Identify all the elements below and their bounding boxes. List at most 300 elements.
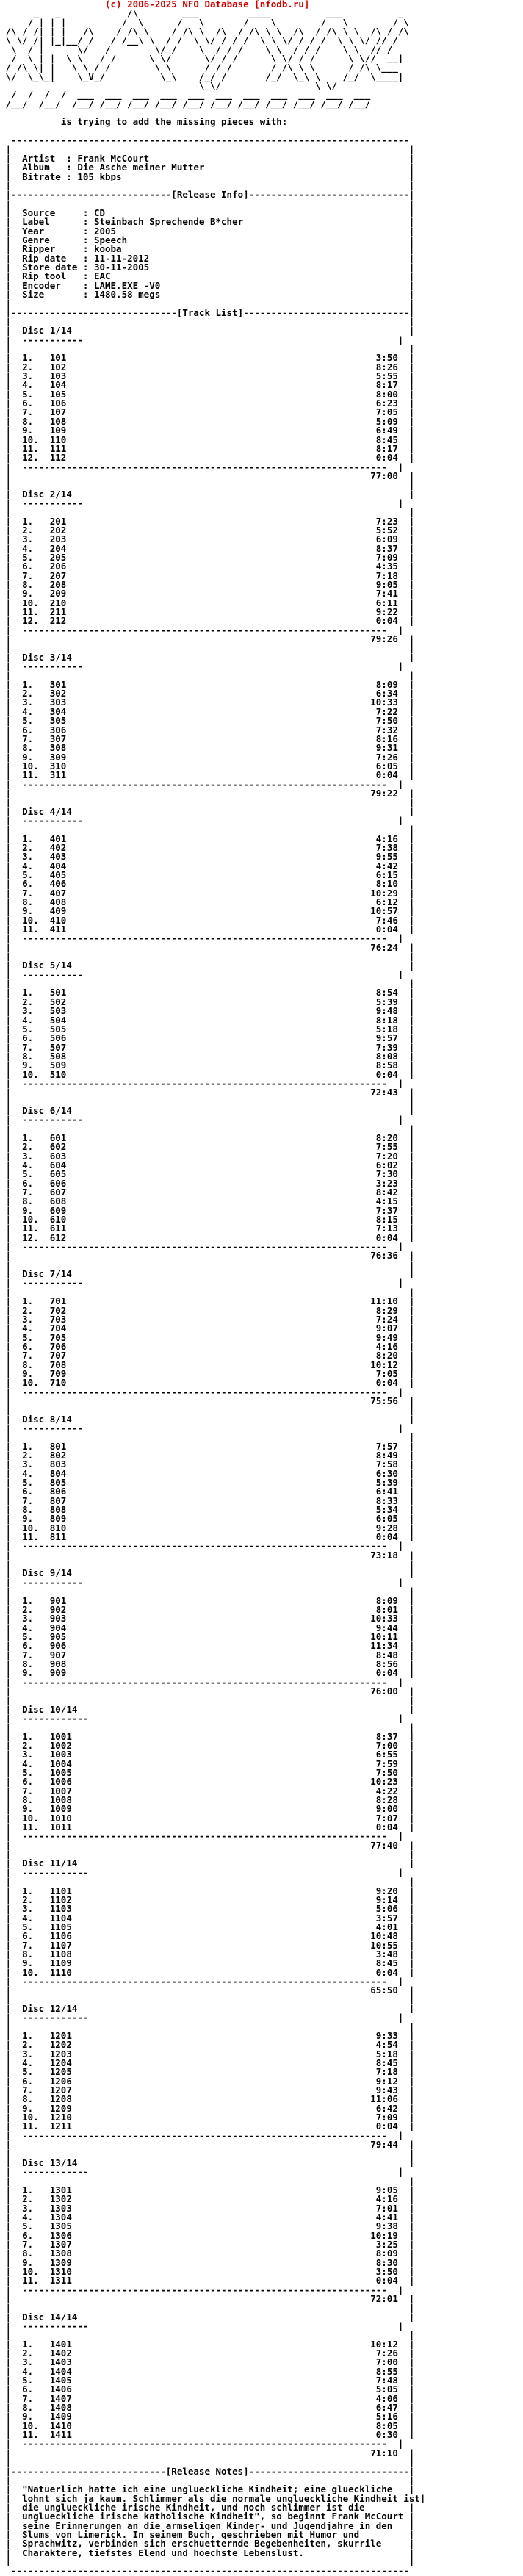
track-duration: 0:04 [375,1533,398,1542]
track-duration: 4:16 [375,1342,398,1352]
track-number: 2. [22,1306,34,1315]
track-number: 10. [22,915,39,926]
track-number: 1. [22,2032,34,2041]
track-row: | 6. 1206 9:12 | [0,2076,415,2087]
copyright-line [0,0,523,9]
track-number: 10. [22,435,39,445]
track-number: 9. [22,1061,34,1071]
track-title: 110 [49,435,67,445]
disc-separator: | ------------------------------------------------------------------ | [0,1387,404,1397]
track-row: | 10. 810 9:28 | [0,1523,415,1533]
track-duration: 7:55 [375,1143,398,1152]
track-row: | 10. 210 6:11 | [0,598,415,608]
track-title: 1207 [49,2086,72,2095]
box-border: | | [0,671,415,680]
track-row: | 3. 903 10:33 | [0,1614,415,1624]
track-row: | 2. 1202 4:54 | [0,2040,415,2050]
box-border: | | [0,2557,415,2567]
track-row: | 8. 1308 8:09 | [0,2249,415,2259]
track-duration: 3:25 [375,2239,398,2250]
track-title: 202 [49,525,67,536]
track-duration: 4:35 [375,562,398,572]
track-duration: 6:55 [375,1750,398,1760]
track-row: | 3. 503 9:48 | [0,1007,415,1016]
track-number: 2. [22,997,34,1007]
release-notes-header-value: [Release Notes] [165,2467,249,2476]
track-title: 1301 [49,2185,72,2195]
track-duration: 8:10 [375,879,398,889]
track-number: 3. [22,2203,34,2213]
track-row: | 5. 1205 7:18 | [0,2068,415,2077]
track-number: 10. [22,1813,39,1824]
box-border: | | [0,952,415,962]
track-title: 611 [49,1224,67,1234]
track-number: 7. [22,1043,34,1052]
track-duration: 7:05 [375,408,398,417]
track-row: | 9. 409 10:57 | [0,907,415,916]
track-title: 1403 [49,2358,72,2367]
track-number: 2. [22,843,34,853]
track-title: 404 [49,861,67,871]
track-number: 10. [22,1215,39,1225]
track-number: 10. [22,1378,39,1388]
track-duration: 8:09 [375,2249,398,2259]
release-notes-line: | seine Erinnerungen an die armseligen Kinder- und Jugendjahre in den | [0,2521,415,2530]
track-duration: 5:16 [375,2412,398,2422]
disc-title: | Disc 14/14 | [0,2312,415,2322]
disc-separator: | ------------------------------------------------------------------ | [0,462,404,472]
track-title: 707 [49,1351,67,1361]
bitrate-row-value: 105 kbps [77,172,122,181]
disc-separator: | ------------------------------------------------------------------ | [0,934,404,943]
track-title: 702 [49,1306,67,1315]
track-duration: 5:18 [375,2049,398,2059]
disc-underline: | ----------- | [0,1278,404,1288]
track-row: | 7. 307 8:16 | [0,734,415,744]
track-row: | 8. 608 4:15 | [0,1197,415,1206]
track-title: 1306 [49,2231,72,2240]
track-duration: 5:18 [375,1024,398,1035]
track-number: 1. [22,1297,34,1306]
track-duration: 6:11 [375,598,398,608]
track-title: 502 [49,997,67,1007]
album-row: | Album : Die Asche meiner Mutter | [0,163,415,173]
disc-title: | Disc 9/14 | [0,1569,415,1578]
track-duration: 0:04 [375,1233,398,1243]
track-row: | 4. 304 7:22 | [0,707,415,717]
track-row: | 9. 1109 8:45 | [0,1959,415,1968]
track-number: 8. [22,898,34,907]
track-title: 908 [49,1659,67,1669]
track-number: 3. [22,2358,34,2367]
track-duration: 7:50 [375,1769,398,1778]
track-row: | 11. 411 0:04 | [0,925,415,935]
track-title: 601 [49,1133,67,1143]
track-row: | 3. 303 10:33 | [0,698,415,708]
track-duration: 8:45 [375,1959,398,1968]
box-border: | | [0,2303,415,2313]
track-title: 1101 [49,1886,72,1896]
track-duration: 7:58 [375,1460,398,1469]
track-number: 1. [22,1133,34,1143]
disc-total: | 79:26 | [0,635,415,644]
track-number: 12. [22,1233,39,1243]
track-duration: 8:00 [375,389,398,400]
track-row: | 7. 807 8:33 | [0,1496,415,1506]
disc-total: | 72:43 | [0,1088,415,1098]
track-title: 602 [49,1143,67,1152]
track-title: 705 [49,1333,67,1342]
track-duration: 10:23 [370,1777,398,1787]
track-row: | 3. 1003 6:55 | [0,1750,415,1760]
track-duration: 10:55 [370,1940,398,1950]
track-duration: 0:04 [375,1823,398,1832]
disc-underline: | ----------- | [0,1577,404,1588]
disc-separator: | ------------------------------------------------------------------ | [0,2439,404,2449]
track-number: 11. [22,444,39,454]
track-number: 11. [22,925,39,935]
track-duration: 0:30 [375,2431,398,2440]
track-title: 411 [49,925,67,935]
track-duration: 8:30 [375,2258,398,2267]
disc-total: | 76:24 | [0,943,415,953]
track-title: 1204 [49,2059,72,2068]
track-row: | 1. 1401 10:12 | [0,2339,415,2350]
track-title: 612 [49,1233,67,1243]
track-title: 311 [49,771,67,780]
track-number: 9. [22,907,34,916]
track-duration: 9:55 [375,852,398,862]
track-title: 204 [49,544,67,553]
track-title: 806 [49,1487,67,1497]
ascii-logo-line: \ / | __ \/ / ______ \/ / \ / / / \ \ / / / \ \ // /__ [0,45,404,55]
track-title: 406 [49,879,67,889]
track-duration: 8:20 [375,1133,398,1143]
track-row: | 9. 1009 9:00 | [0,1805,415,1814]
track-title: 804 [49,1469,67,1479]
track-title: 208 [49,580,67,590]
track-duration: 8:29 [375,1306,398,1315]
track-number: 8. [22,744,34,753]
ascii-logo-line: / | | | / \ / \ / \ / \ / \ [0,18,409,28]
track-row: | 2. 302 6:34 | [0,689,415,699]
artist-row-value: Frank McCourt [77,154,150,164]
track-row: | 2. 702 8:29 | [0,1306,415,1315]
track-title: 111 [49,444,67,454]
track-title: 1003 [49,1750,72,1760]
track-duration: 10:33 [370,698,398,708]
track-title: 210 [49,598,67,608]
track-duration: 7:05 [375,1369,398,1379]
release-notes-line-value: unglueckliche irische katholische Kindheit", so beginnt Frank McCourt [22,2512,404,2522]
track-title: 203 [49,535,67,544]
track-duration: 8:49 [375,1451,398,1461]
disc-underline: | ----------- | [0,1115,404,1125]
disc-total-value: 76:36 [370,1251,398,1261]
track-number: 3. [22,535,34,544]
track-row: | 8. 508 8:08 | [0,1051,415,1062]
track-title: 811 [49,1533,67,1542]
release-notes-line-value: die unglueckliche irische Kindheit, und noch schlimmer ist die [22,2503,365,2513]
track-row: | 4. 1204 8:45 | [0,2059,415,2068]
track-title: 1408 [49,2403,72,2413]
track-number: 2. [22,689,34,699]
track-title: 710 [49,1378,67,1388]
disc-title: | Disc 10/14 | [0,1705,415,1714]
track-duration: 8:56 [375,1659,398,1669]
track-duration: 0:04 [375,2276,398,2286]
disc-title: | Disc 11/14 | [0,1859,415,1868]
track-number: 6. [22,1179,34,1189]
track-duration: 8:09 [375,680,398,690]
track-number: 5. [22,2222,34,2231]
track-title: 1305 [49,2222,72,2231]
track-number: 6. [22,1932,34,1941]
box-border: | | [0,481,415,490]
track-title: 1004 [49,1759,72,1769]
track-number: 6. [22,2385,34,2395]
track-title: 508 [49,1051,67,1062]
disc-total: | 72:01 | [0,2294,415,2304]
track-title: 1006 [49,1777,72,1787]
track-title: 408 [49,898,67,907]
track-duration: 6:47 [375,2403,398,2413]
track-title: 1008 [49,1796,72,1805]
track-title: 209 [49,589,67,599]
track-duration: 6:02 [375,1161,398,1170]
track-number: 5. [22,1024,34,1035]
track-number: 3. [22,372,34,381]
track-title: 504 [49,1015,67,1025]
track-duration: 9:05 [375,2185,398,2195]
track-title: 1302 [49,2195,72,2204]
track-row: | 7. 1107 10:55 | [0,1940,415,1950]
track-number: 1. [22,834,34,843]
tagline-line [0,118,523,126]
box-border: | | [0,1587,415,1597]
track-row: | 3. 1403 7:00 | [0,2358,415,2367]
track-duration: 10:19 [370,2231,398,2240]
release-info-rip-date: | Rip date : 11-11-2012 | [0,253,415,263]
track-duration: 4:06 [375,2394,398,2404]
track-title: 1104 [49,1913,72,1923]
disc-separator: | ------------------------------------------------------------------ | [0,1832,404,1841]
track-title: 103 [49,372,67,381]
track-row: | 11. 811 0:04 | [0,1533,415,1542]
track-number: 4. [22,1913,34,1923]
track-number: 10. [22,2267,39,2277]
track-duration: 9:38 [375,2222,398,2231]
track-duration: 8:33 [375,1496,398,1506]
disc-total-value: 72:43 [370,1088,398,1098]
track-row: | 4. 804 6:30 | [0,1469,415,1479]
track-duration: 7:09 [375,553,398,563]
track-number: 7. [22,1940,34,1950]
track-duration: 5:09 [375,417,398,427]
disc-underline: | ----------- | [0,335,404,345]
track-list-header: |------------------------------[Track List]------------------------------| [0,308,415,318]
track-duration: 6:49 [375,426,398,436]
track-row: | 6. 1006 10:23 | [0,1777,415,1787]
track-row: | 8. 208 9:05 | [0,580,415,590]
track-title: 1002 [49,1741,72,1751]
box-border: | | [0,1433,415,1442]
track-row: | 6. 106 6:23 | [0,399,415,409]
track-title: 402 [49,843,67,853]
track-number: 2. [22,1741,34,1751]
track-title: 1106 [49,1932,72,1941]
track-number: 5. [22,871,34,880]
track-row: | 6. 506 9:57 | [0,1034,415,1043]
track-title: 109 [49,426,67,436]
track-duration: 7:18 [375,2068,398,2077]
track-duration: 4:01 [375,1922,398,1932]
track-number: 4. [22,2212,34,2223]
track-title: 704 [49,1324,67,1334]
box-border: ------------------------------------------------------------------------ [0,136,409,145]
track-number: 3. [22,1614,34,1624]
track-row: | 8. 708 10:12 | [0,1360,415,1370]
track-row: | 7. 1407 4:06 | [0,2394,415,2404]
track-number: 9. [22,1959,34,1968]
box-border: | | [0,2458,415,2467]
track-title: 206 [49,562,67,572]
track-row: | 2. 802 8:49 | [0,1451,415,1461]
track-row: | 5. 205 7:09 | [0,553,415,563]
track-title: 207 [49,571,67,580]
track-number: 6. [22,399,34,409]
track-number: 10. [22,1523,39,1533]
track-title: 407 [49,888,67,899]
track-number: 3. [22,698,34,708]
box-border: | | [0,798,415,807]
track-number: 4. [22,381,34,390]
track-number: 1. [22,2185,34,2195]
disc-total: | 76:36 | [0,1251,415,1261]
track-title: 1208 [49,2095,72,2104]
track-row: | 6. 306 7:32 | [0,725,415,735]
track-row: | 4. 1104 3:57 | [0,1913,415,1923]
track-duration: 9:20 [375,1886,398,1896]
track-title: 1411 [49,2431,72,2440]
track-row: | 9. 1409 5:16 | [0,2412,415,2422]
track-title: 510 [49,1070,67,1079]
track-number: 2. [22,362,34,373]
blank-line [0,127,523,136]
track-duration: 8:54 [375,988,398,998]
release-notes-line: | Sprachwitz, verbinden sich erschuetternde Begebenheiten, skurrile | [0,2539,415,2549]
track-number: 2. [22,2040,34,2050]
track-row: | 1. 501 8:54 | [0,988,415,998]
track-duration: 7:39 [375,1043,398,1052]
track-duration: 5:39 [375,1478,398,1488]
track-title: 212 [49,616,67,626]
track-row: | 9. 1309 8:30 | [0,2258,415,2267]
release-notes-line: | "Natuerlich hatte ich eine unglueckliche Kindheit; eine glueckliche | [0,2485,415,2494]
track-row: | 7. 207 7:18 | [0,571,415,580]
track-duration: 9:33 [375,2032,398,2041]
track-row: | 4. 204 8:37 | [0,544,415,553]
track-number: 5. [22,1478,34,1488]
track-duration: 9:43 [375,2086,398,2095]
track-row: | 4. 104 8:17 | [0,381,415,390]
track-title: 603 [49,1151,67,1161]
release-notes-header: |----------------------------[Release Notes]-----------------------------| [0,2467,415,2476]
disc-title: | Disc 6/14 | [0,1106,415,1116]
track-duration: 9:44 [375,1623,398,1633]
track-duration: 7:46 [375,915,398,926]
track-number: 7. [22,2239,34,2250]
track-duration: 3:50 [375,353,398,363]
track-row: | 5. 105 8:00 | [0,389,415,400]
track-number: 8. [22,1360,34,1370]
track-duration: 8:37 [375,1732,398,1741]
track-number: 1. [22,1596,34,1605]
box-border: | | [0,2149,415,2159]
disc-total: | 77:40 | [0,1841,415,1851]
track-number: 3. [22,1750,34,1760]
release-info-genre-value: Speech [93,235,128,245]
track-number: 8. [22,580,34,590]
track-duration: 6:12 [375,898,398,907]
track-row: | 6. 1106 10:48 | [0,1932,415,1941]
track-title: 1109 [49,1959,72,1968]
disc-separator: | ------------------------------------------------------------------ | [0,1079,404,1089]
track-duration: 8:08 [375,1051,398,1062]
track-duration: 6:41 [375,1487,398,1497]
release-info-size: | Size : 1480.58 megs | [0,290,415,300]
track-row: | 12. 112 0:04 | [0,453,415,463]
disc-title-value: Disc 3/14 [22,652,72,663]
release-info-header-value: [Release Info] [171,190,249,200]
track-row: | 8. 408 6:12 | [0,898,415,907]
copyright-line-value: (c) 2006-2025 NFO Database [nfodb.ru] [105,0,310,10]
track-title: 107 [49,408,67,417]
track-title: 1108 [49,1949,72,1960]
release-info-encoder-value: LAME.EXE -V0 [93,281,161,290]
release-info-label: | Label : Steinbach Sprechende B*cher | [0,217,415,227]
box-border: | | [0,1850,415,1860]
track-duration: 0:04 [375,1968,398,1977]
track-duration: 7:48 [375,2376,398,2386]
track-duration: 10:48 [370,1932,398,1941]
track-row: | 3. 103 5:55 | [0,372,415,381]
disc-underline: | ----------- | [0,816,404,826]
track-row: | 6. 906 11:34 | [0,1641,415,1651]
track-duration: 8:01 [375,1605,398,1615]
track-row: | 1. 1101 9:20 | [0,1886,415,1896]
track-row: | 7. 1207 9:43 | [0,2086,415,2095]
disc-title: | Disc 13/14 | [0,2158,415,2168]
track-row: | 6. 206 4:35 | [0,562,415,572]
track-number: 8. [22,1505,34,1515]
release-notes-line: | unglueckliche irische katholische Kindheit", so beginnt Frank McCourt | [0,2512,415,2522]
release-notes-line-value: seine Erinnerungen an die armseligen Kinder- und Jugendjahre in den [22,2521,393,2530]
track-row: | 9. 809 6:05 | [0,1514,415,1524]
track-title: 907 [49,1650,67,1660]
ascii-logo-line: / \ | | \ \ / / \ \/ \/ / / \ \/ / / \ \// __| [0,54,404,64]
track-row: | 2. 402 7:38 | [0,843,415,853]
track-number: 8. [22,2403,34,2413]
track-row: | 4. 504 8:18 | [0,1015,415,1025]
track-row: | 1. 101 3:50 | [0,353,415,363]
disc-separator: | ------------------------------------------------------------------ | [0,2131,404,2141]
track-row: | 4. 1404 8:55 | [0,2367,415,2377]
track-title: 501 [49,988,67,998]
track-duration: 6:05 [375,1514,398,1524]
track-duration: 7:23 [375,517,398,526]
track-row: | 4. 604 6:02 | [0,1161,415,1170]
